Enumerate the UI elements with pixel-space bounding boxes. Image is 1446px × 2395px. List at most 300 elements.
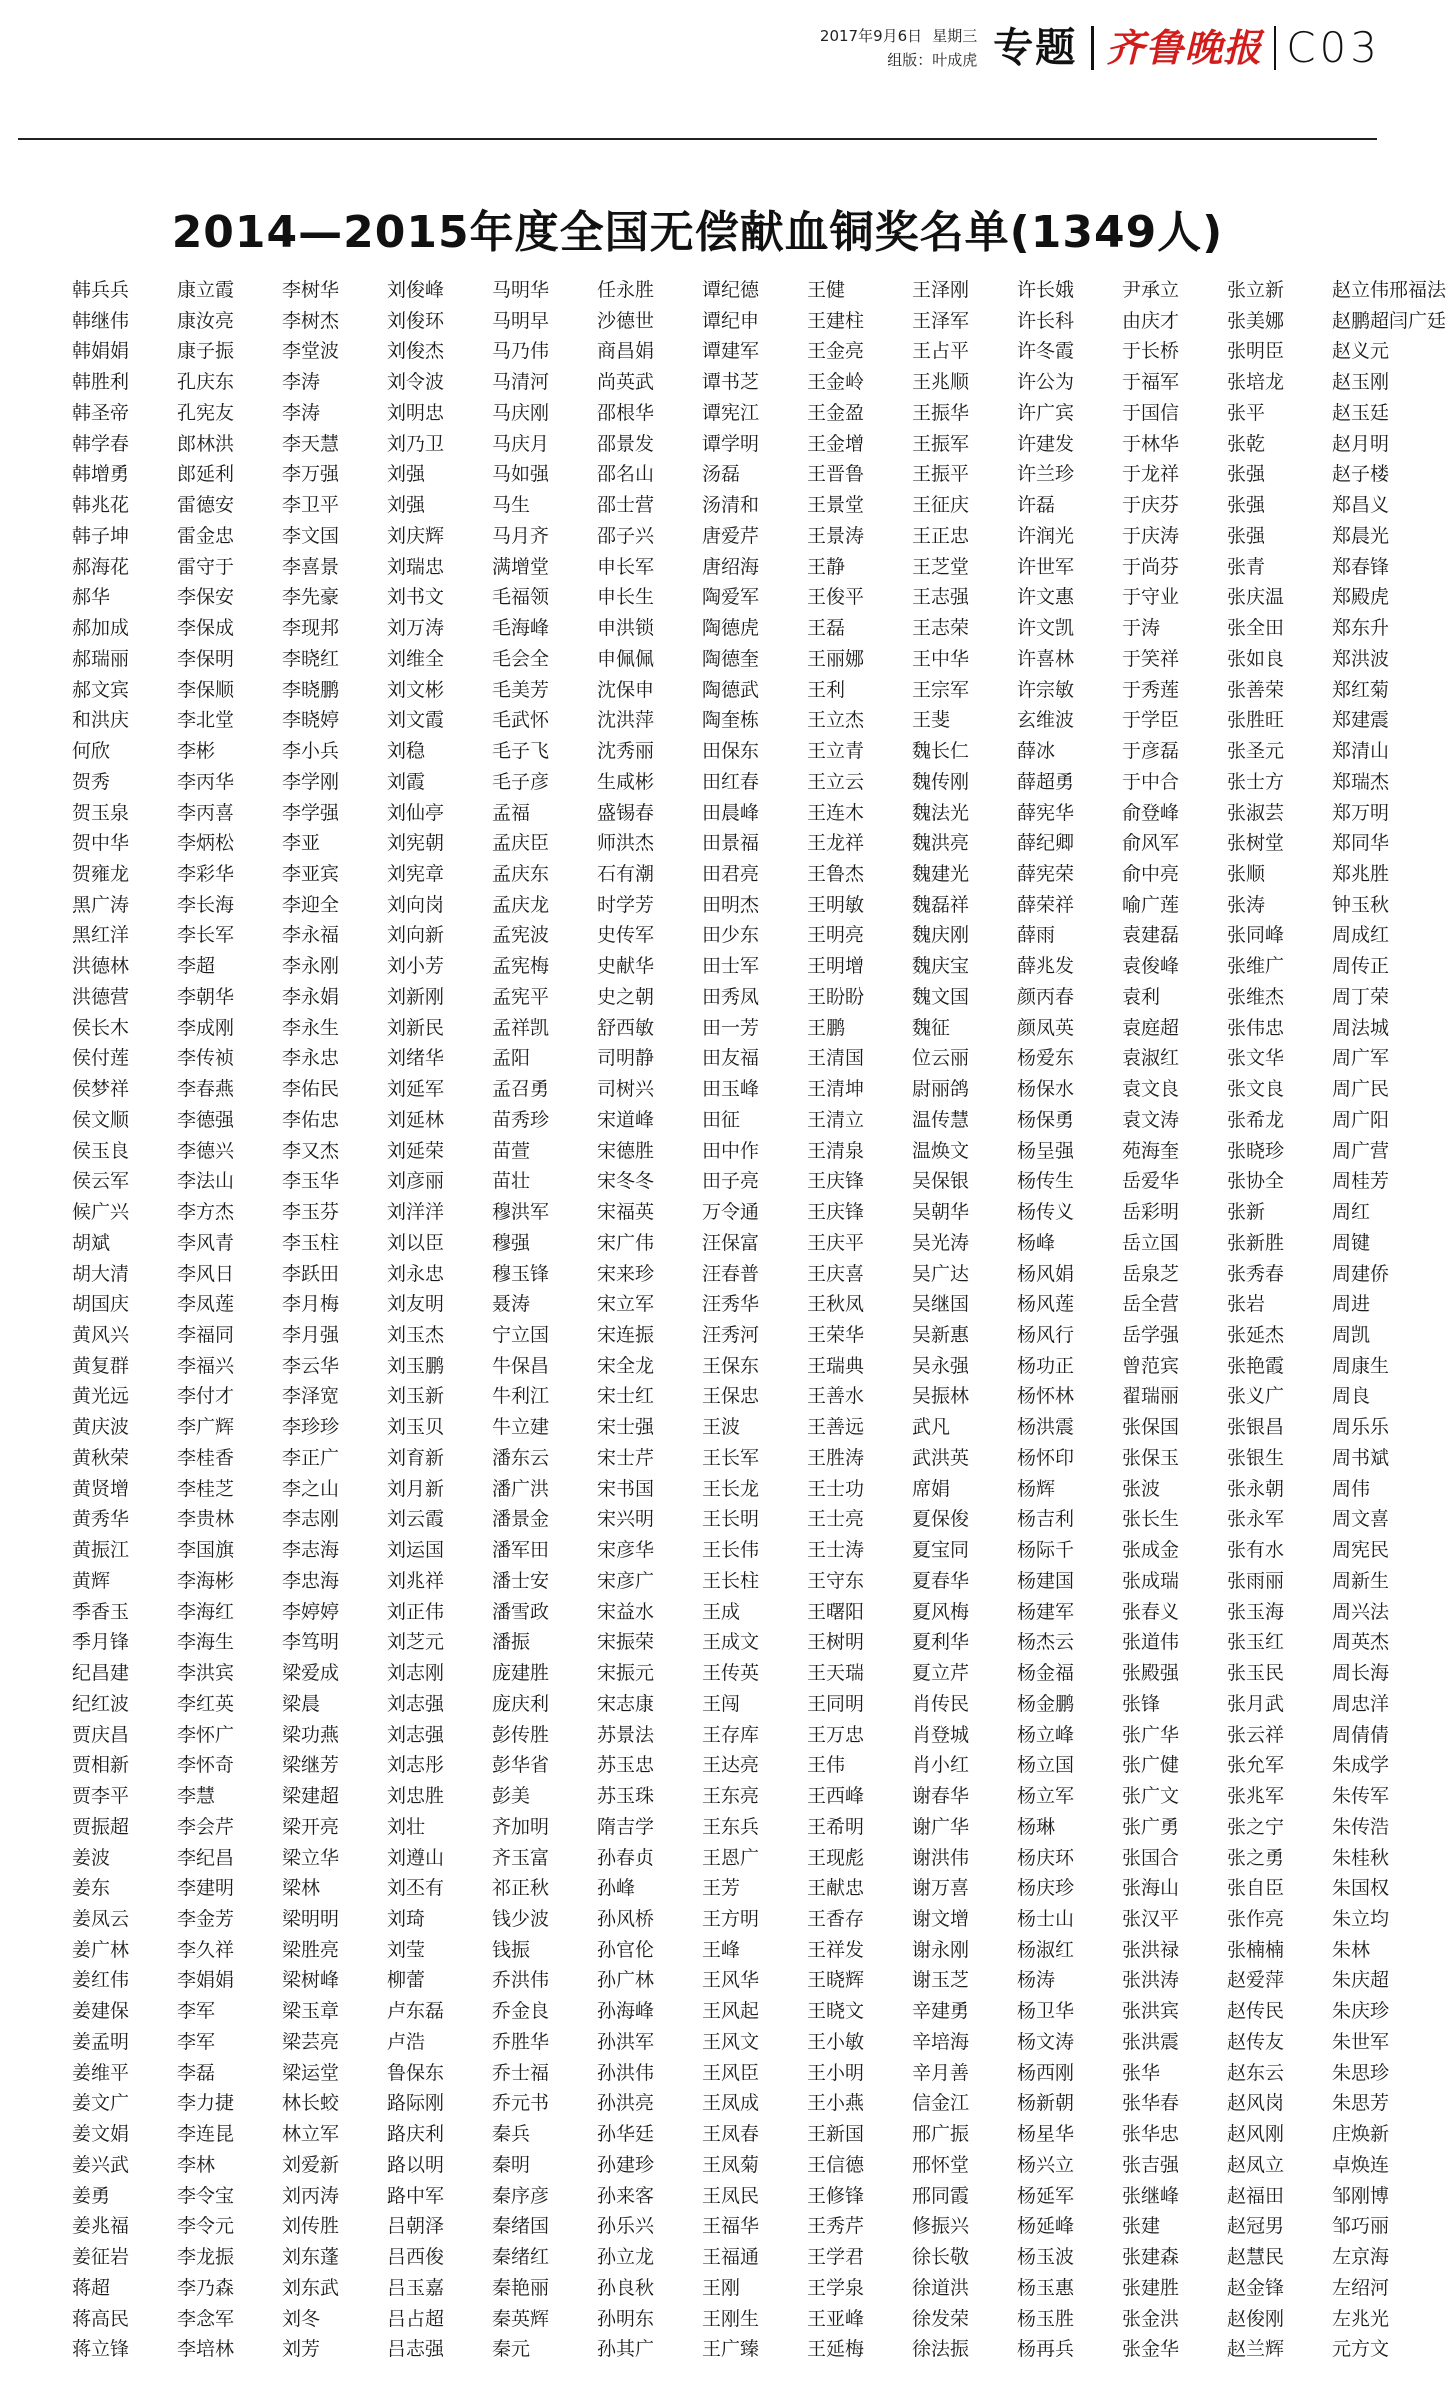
name-entry: 刘莹 <box>387 1938 426 1961</box>
name-entry: 席娟 <box>912 1477 951 1500</box>
name-entry: 张同峰 <box>1227 924 1285 947</box>
name-entry: 周新生 <box>1332 1569 1390 1592</box>
name-entry: 李纪昌 <box>177 1846 235 1869</box>
name-entry: 庞建胜 <box>492 1662 550 1685</box>
name-entry: 赵玉廷 <box>1332 401 1390 424</box>
name-entry: 杨立国 <box>1017 1754 1075 1777</box>
name-entry: 玄维波 <box>1017 709 1075 732</box>
name-entry: 王丽娜 <box>807 647 865 670</box>
name-entry: 彭美 <box>492 1785 531 1808</box>
name-entry: 梁晨 <box>282 1692 321 1715</box>
name-entry: 杨再兵 <box>1017 2338 1075 2361</box>
name-entry: 秦艳丽 <box>492 2276 550 2299</box>
name-entry: 王风臣 <box>702 2061 760 2084</box>
name-entry: 李晓红 <box>282 647 340 670</box>
name-entry: 张之宁 <box>1227 1815 1285 1838</box>
name-entry: 李海彬 <box>177 1569 235 1592</box>
name-entry: 李福同 <box>177 1324 235 1346</box>
name-entry: 杨风娟 <box>1017 1262 1075 1285</box>
name-entry: 吕朝泽 <box>387 2215 445 2238</box>
name-entry: 李学刚 <box>282 770 340 793</box>
name-entry: 李丙华 <box>177 770 235 793</box>
name-entry: 孙立龙 <box>597 2246 655 2269</box>
name-entry: 李红英 <box>177 1692 235 1715</box>
name-entry: 周法城 <box>1332 1016 1390 1039</box>
name-entry: 周桂芳 <box>1332 1170 1390 1193</box>
name-entry: 刘育新 <box>387 1446 445 1469</box>
name-entry: 李桂香 <box>177 1446 235 1469</box>
name-entry: 张金洪 <box>1122 2307 1180 2330</box>
name-entry: 沈秀丽 <box>597 740 655 763</box>
name-entry: 秦明 <box>492 2153 531 2176</box>
name-entry: 王西峰 <box>807 1785 865 1808</box>
name-entry: 杨金鹏 <box>1017 1692 1075 1715</box>
name-entry: 王风华 <box>702 1969 760 1992</box>
name-entry: 马如强 <box>492 463 550 486</box>
name-entry: 柳蕾 <box>387 1969 426 1992</box>
name-entry: 周英杰 <box>1332 1631 1390 1654</box>
name-entry: 位云丽 <box>912 1047 970 1070</box>
name-entry: 梁继芳 <box>282 1754 340 1777</box>
name-entry: 李朝华 <box>177 985 235 1008</box>
name-entry: 史传军 <box>597 924 655 947</box>
name-entry: 彭传胜 <box>492 1723 550 1746</box>
name-entry: 刘月新 <box>387 1477 445 1500</box>
name-entry: 齐玉富 <box>492 1846 550 1869</box>
name-entry: 田征 <box>702 1108 741 1131</box>
name-entry: 李怀奇 <box>177 1754 235 1777</box>
name-entry: 周丁荣 <box>1332 985 1390 1008</box>
name-entry: 刘友明 <box>387 1293 445 1316</box>
name-entry: 张希龙 <box>1227 1108 1285 1131</box>
name-entry: 肖登城 <box>912 1723 970 1746</box>
name-entry: 王景涛 <box>807 524 865 547</box>
name-entry: 韩子坤 <box>72 524 130 547</box>
name-entry: 潘军田 <box>492 1539 550 1562</box>
name-entry: 李海生 <box>177 1631 235 1654</box>
name-entry: 谭建军 <box>702 340 760 363</box>
name-entry: 宋益水 <box>597 1600 655 1623</box>
name-entry: 张明臣 <box>1227 340 1285 363</box>
name-entry: 陶爱军 <box>702 586 760 609</box>
name-entry: 王振军 <box>912 432 970 455</box>
name-entry: 薛兆发 <box>1017 955 1075 978</box>
name-entry: 刘以臣 <box>387 1231 445 1254</box>
name-entry: 陶德虎 <box>702 617 760 640</box>
name-entry: 李之山 <box>282 1477 340 1500</box>
name-entry: 杨文涛 <box>1017 2030 1075 2053</box>
name-entry: 王盼盼 <box>807 985 865 1008</box>
name-entry: 张协全 <box>1227 1170 1285 1193</box>
name-entry: 杨杰云 <box>1017 1631 1075 1654</box>
name-entry: 俞风军 <box>1122 832 1180 855</box>
name-entry: 于长桥 <box>1122 340 1180 363</box>
name-entry: 李佑民 <box>282 1078 340 1101</box>
name-entry: 赵俊刚 <box>1227 2307 1285 2330</box>
name-entry: 王刚生 <box>702 2307 760 2330</box>
name-entry: 姜征岩 <box>72 2246 130 2269</box>
name-entry: 袁淑红 <box>1122 1047 1180 1070</box>
name-entry: 杨卫华 <box>1017 2000 1075 2023</box>
name-entry: 李传祯 <box>177 1047 235 1070</box>
name-entry: 季月锋 <box>72 1631 130 1654</box>
name-entry: 李天慧 <box>282 432 340 455</box>
name-entry: 庞庆利 <box>492 1692 550 1715</box>
name-entry: 李笃明 <box>282 1631 340 1654</box>
name-entry: 许建发 <box>1017 432 1075 455</box>
name-entry: 李方杰 <box>177 1201 235 1224</box>
name-entry: 李珍珍 <box>282 1416 340 1439</box>
name-entry: 乔胜华 <box>492 2030 550 2053</box>
name-entry: 王金亮 <box>807 340 865 363</box>
name-entry: 田一芳 <box>702 1016 760 1039</box>
name-entry: 苗秀珍 <box>492 1108 550 1131</box>
name-entry: 田明杰 <box>702 893 760 916</box>
name-entry: 师洪杰 <box>597 832 655 855</box>
name-entry: 杨玉胜 <box>1017 2307 1075 2330</box>
name-entry: 赵传友 <box>1227 2030 1285 2053</box>
name-entry: 张国合 <box>1122 1846 1180 1869</box>
name-entry: 李德强 <box>177 1108 235 1131</box>
name-entry: 马清河 <box>492 371 550 394</box>
name-entry: 司明静 <box>597 1047 655 1070</box>
name-entry: 黄贤增 <box>72 1477 130 1500</box>
name-entry: 袁庭超 <box>1122 1016 1180 1039</box>
name-entry: 盛锡春 <box>597 801 655 824</box>
name-entry: 王风起 <box>702 2000 760 2023</box>
name-entry: 胡国庆 <box>72 1293 130 1316</box>
name-entry: 孟福 <box>492 801 531 824</box>
name-entry: 王健 <box>807 279 846 301</box>
name-entry: 张强 <box>1227 524 1266 547</box>
name-entry: 赵东云 <box>1227 2061 1285 2084</box>
name-entry: 秦绪国 <box>492 2215 550 2238</box>
name-entry: 孟宪梅 <box>492 955 550 978</box>
name-entry: 张月武 <box>1227 1692 1285 1715</box>
name-entry: 姜广林 <box>72 1938 130 1961</box>
name-entry: 张继峰 <box>1122 2184 1180 2207</box>
name-entry: 苗壮 <box>492 1170 531 1193</box>
name-entry: 张洪禄 <box>1122 1938 1180 1961</box>
name-entry: 刘向新 <box>387 924 445 947</box>
name-entry: 李令宝 <box>177 2184 235 2207</box>
name-entry: 刘绪华 <box>387 1047 445 1070</box>
name-entry: 杨爱东 <box>1017 1047 1075 1070</box>
name-entry: 李跃田 <box>282 1262 340 1285</box>
page-number: C03 <box>1286 23 1381 72</box>
name-entry: 庄焕新 <box>1332 2123 1390 2146</box>
name-entry: 潘广洪 <box>492 1477 550 1500</box>
name-entry: 宋振元 <box>597 1662 655 1685</box>
name-entry: 侯文顺 <box>72 1108 130 1131</box>
name-entry: 史献华 <box>597 955 655 978</box>
name-entry: 隋吉学 <box>597 1815 655 1838</box>
name-entry: 岳爱华 <box>1122 1170 1180 1193</box>
name-entry: 夏利华 <box>912 1631 970 1654</box>
name-entry: 侯玉良 <box>72 1139 130 1162</box>
name-entry: 袁俊峰 <box>1122 955 1180 978</box>
name-entry: 汪春普 <box>702 1262 760 1285</box>
name-entry: 韩胜利 <box>72 371 130 394</box>
name-entry: 陶奎栋 <box>702 709 760 732</box>
name-entry: 张胜旺 <box>1227 709 1285 732</box>
name-entry: 王晓文 <box>807 2000 865 2023</box>
name-entry: 秦序彦 <box>492 2184 550 2207</box>
name-entry: 吴继国 <box>912 1293 970 1316</box>
name-entry: 王磊 <box>807 617 846 640</box>
name-entry: 张楠楠 <box>1227 1938 1285 1961</box>
name-entry: 李晓鹏 <box>282 678 340 701</box>
issue-meta <box>810 24 977 72</box>
name-entry: 杨怀林 <box>1017 1385 1075 1408</box>
name-entry: 王建柱 <box>807 309 865 332</box>
name-entry: 张全田 <box>1227 617 1285 640</box>
name-entry: 李万强 <box>282 463 340 486</box>
name-entry: 郑兆胜 <box>1332 862 1390 885</box>
name-entry: 周广阳 <box>1332 1108 1390 1131</box>
name-entry: 乔洪伟 <box>492 1969 550 1992</box>
name-entry: 黄风兴 <box>72 1324 130 1346</box>
name-entry: 田景福 <box>702 832 760 855</box>
name-entry: 苏玉珠 <box>597 1785 655 1808</box>
name-entry: 邵根华 <box>597 401 655 424</box>
name-entry: 李娟娟 <box>177 1969 235 1992</box>
name-entry: 李贵林 <box>177 1508 235 1531</box>
name-entry: 刘忠胜 <box>387 1785 445 1808</box>
name-entry: 周凯 <box>1332 1324 1371 1346</box>
name-entry: 郑昌义 <box>1332 494 1390 517</box>
name-entry: 左兆光 <box>1332 2307 1390 2330</box>
name-entry: 李军 <box>177 2030 216 2053</box>
name-entry: 许兰珍 <box>1017 463 1075 486</box>
name-entry: 王凤春 <box>702 2123 760 2146</box>
name-entry: 路庆利 <box>387 2123 445 2146</box>
name-entry: 颜丙春 <box>1017 985 1075 1008</box>
name-entry: 孙洪亮 <box>597 2092 655 2115</box>
name-entry: 李永娟 <box>282 985 340 1008</box>
name-entry: 徐长敬 <box>912 2246 970 2269</box>
name-entry: 雷德安 <box>177 494 235 517</box>
name-entry: 潘雪政 <box>492 1600 550 1623</box>
name-entry: 吴振林 <box>912 1385 970 1408</box>
name-entry: 杨建军 <box>1017 1600 1075 1623</box>
name-entry: 王芳 <box>702 1877 741 1900</box>
name-entry: 张玉民 <box>1227 1662 1285 1685</box>
name-entry: 王景堂 <box>807 494 865 517</box>
name-entry: 刘传胜 <box>282 2215 340 2238</box>
name-entry: 王瑞典 <box>807 1354 865 1377</box>
name-entry: 刘新刚 <box>387 985 445 1008</box>
name-entry: 和洪庆 <box>72 709 130 732</box>
name-entry: 万令通 <box>702 1201 760 1224</box>
name-entry: 刘文霞 <box>387 709 445 732</box>
name-entry: 赵风岗 <box>1227 2092 1285 2115</box>
name-entry: 宋兴明 <box>597 1508 655 1531</box>
name-entry: 孟宪平 <box>492 985 550 1008</box>
name-entry: 于中合 <box>1122 770 1180 793</box>
name-entry: 王传英 <box>702 1662 760 1685</box>
name-entry: 宋全龙 <box>597 1354 655 1377</box>
name-entry: 王现彪 <box>807 1846 865 1869</box>
name-entry: 张永朝 <box>1227 1477 1285 1500</box>
name-entry: 谢广华 <box>912 1815 970 1838</box>
name-entry: 王成文 <box>702 1631 760 1654</box>
name-entry: 杨兴立 <box>1017 2153 1075 2176</box>
name-entry: 杨淑红 <box>1017 1938 1075 1961</box>
name-entry: 薛雨 <box>1017 924 1056 947</box>
name-entry: 杨怀印 <box>1017 1446 1075 1469</box>
name-entry: 张建森 <box>1122 2246 1180 2269</box>
name-entry: 张延杰 <box>1227 1324 1285 1346</box>
name-entry: 张汉平 <box>1122 1907 1180 1930</box>
name-entry: 姜文广 <box>72 2092 130 2115</box>
name-entry: 胡大清 <box>72 1262 130 1285</box>
name-entry: 李泽宽 <box>282 1385 340 1408</box>
name-entry: 杨风行 <box>1017 1324 1075 1346</box>
name-entry: 李先豪 <box>282 586 340 609</box>
name-entry: 秦绪红 <box>492 2246 550 2269</box>
name-entry: 沈洪萍 <box>597 709 655 732</box>
name-entry: 杨西刚 <box>1017 2061 1075 2084</box>
name-entry: 张秀春 <box>1227 1262 1285 1285</box>
name-entry: 魏庆宝 <box>912 955 970 978</box>
name-entry: 赵传民 <box>1227 2000 1285 2023</box>
name-entry: 张云祥 <box>1227 1723 1285 1746</box>
name-entry: 魏洪亮 <box>912 832 970 855</box>
name-entry: 王清坤 <box>807 1078 865 1101</box>
name-entry: 张兆军 <box>1227 1785 1285 1808</box>
name-entry: 李玉芬 <box>282 1201 340 1224</box>
name-entry: 元方文 <box>1332 2338 1390 2361</box>
name-entry: 于福军 <box>1122 371 1180 394</box>
name-entry: 王刚 <box>702 2276 741 2299</box>
name-entry: 谢万喜 <box>912 1877 970 1900</box>
name-entry: 邵景发 <box>597 432 655 455</box>
name-entry: 姜文娟 <box>72 2123 130 2146</box>
name-entry: 吕玉嘉 <box>387 2276 445 2299</box>
name-entry: 李彬 <box>177 740 216 763</box>
name-entry: 杨琳 <box>1017 1815 1056 1838</box>
name-entry: 李建明 <box>177 1877 235 1900</box>
name-entry: 周康生 <box>1332 1354 1390 1377</box>
name-entry: 王俊平 <box>807 586 865 609</box>
name-entry: 朱林 <box>1332 1938 1371 1961</box>
name-entry: 蒋高民 <box>72 2307 130 2330</box>
name-entry: 贾庆昌 <box>72 1723 130 1746</box>
name-entry: 齐加明 <box>492 1815 550 1838</box>
name-entry: 贺秀 <box>72 770 111 793</box>
name-entry: 魏建光 <box>912 862 970 885</box>
name-entry: 邹刚博 <box>1332 2184 1390 2207</box>
issue-weekday: 星期三 <box>932 27 978 45</box>
name-entry: 韩增勇 <box>72 463 130 486</box>
name-entry: 周进 <box>1332 1293 1371 1316</box>
name-entry: 张晓珍 <box>1227 1139 1285 1162</box>
name-entry: 张有水 <box>1227 1539 1285 1562</box>
name-entry: 蒋超 <box>72 2276 111 2299</box>
name-entry: 李龙振 <box>177 2246 235 2269</box>
name-entry: 周忠洋 <box>1332 1692 1390 1715</box>
name-entry: 周广军 <box>1332 1047 1390 1070</box>
name-entry: 王长伟 <box>702 1539 760 1562</box>
name-entry: 邵士营 <box>597 494 655 517</box>
name-entry: 周宪民 <box>1332 1539 1390 1562</box>
name-entry: 周书斌 <box>1332 1446 1390 1469</box>
name-entry: 吴新惠 <box>912 1324 970 1346</box>
name-entry: 张波 <box>1122 1477 1161 1500</box>
name-entry: 梁功燕 <box>282 1723 340 1746</box>
name-entry: 贺玉泉 <box>72 801 130 824</box>
name-entry: 郑红菊 <box>1332 678 1390 701</box>
name-entry: 刘瑞忠 <box>387 555 445 578</box>
name-entry: 郝文宾 <box>72 678 130 701</box>
name-entry: 侯梦祥 <box>72 1078 130 1101</box>
name-entry: 张文良 <box>1227 1078 1285 1101</box>
name-entry: 姜红伟 <box>72 1969 130 1992</box>
name-entry: 周传正 <box>1332 955 1390 978</box>
name-entry: 信金江 <box>912 2092 970 2115</box>
name-entry: 刘延军 <box>387 1078 445 1101</box>
name-entry: 李月强 <box>282 1324 340 1346</box>
name-entry: 穆洪军 <box>492 1201 550 1224</box>
name-entry: 张金华 <box>1122 2338 1180 2361</box>
name-entry: 颜凤英 <box>1017 1016 1075 1039</box>
name-entry: 孙良秋 <box>597 2276 655 2299</box>
name-entry: 周广营 <box>1332 1139 1390 1162</box>
name-entry: 杨呈强 <box>1017 1139 1075 1162</box>
name-entry: 黄秋荣 <box>72 1446 130 1469</box>
name-entry: 谭纪申 <box>702 309 760 332</box>
name-entry: 潘东云 <box>492 1446 550 1469</box>
name-entry: 穆玉锋 <box>492 1262 550 1285</box>
name-entry: 吴永强 <box>912 1354 970 1377</box>
name-entry: 贺中华 <box>72 832 130 855</box>
name-entry: 于庆涛 <box>1122 524 1180 547</box>
name-entry: 谢文增 <box>912 1907 970 1930</box>
name-entry: 张长生 <box>1122 1508 1180 1531</box>
name-entry: 许公为 <box>1017 371 1075 394</box>
name-entry: 王长龙 <box>702 1477 760 1500</box>
name-entry: 张作亮 <box>1227 1907 1285 1930</box>
name-entry: 谭宪江 <box>702 401 760 424</box>
name-entry: 朱思珍 <box>1332 2061 1390 2084</box>
name-entry: 王方明 <box>702 1907 760 1930</box>
name-entry: 张玉红 <box>1227 1631 1285 1654</box>
name-entry: 吴朝华 <box>912 1201 970 1224</box>
name-entry: 路际刚 <box>387 2092 445 2115</box>
name-entry: 李树华 <box>282 279 340 301</box>
name-entry: 张维杰 <box>1227 985 1285 1008</box>
name-entry: 王晋鲁 <box>807 463 865 486</box>
name-entry: 梁树峰 <box>282 1969 340 1992</box>
name-entry: 李力捷 <box>177 2092 235 2115</box>
name-entry: 黑红洋 <box>72 924 130 947</box>
name-entry: 孙广林 <box>597 1969 655 1992</box>
name-entry: 孙建珍 <box>597 2153 655 2176</box>
name-entry: 王胜涛 <box>807 1446 865 1469</box>
name-entry: 马明早 <box>492 309 550 332</box>
name-entry: 卓焕连 <box>1332 2153 1390 2176</box>
name-entry: 张伟忠 <box>1227 1016 1285 1039</box>
name-entry: 刘强 <box>387 463 426 486</box>
name-entry: 李玉柱 <box>282 1231 340 1254</box>
name-entry: 王晓辉 <box>807 1969 865 1992</box>
name-entry: 王树明 <box>807 1631 865 1654</box>
name-entry: 朱立均 <box>1332 1907 1390 1930</box>
name-entry: 杨际千 <box>1017 1539 1075 1562</box>
name-entry: 田士军 <box>702 955 760 978</box>
name-entry: 张允军 <box>1227 1754 1285 1777</box>
